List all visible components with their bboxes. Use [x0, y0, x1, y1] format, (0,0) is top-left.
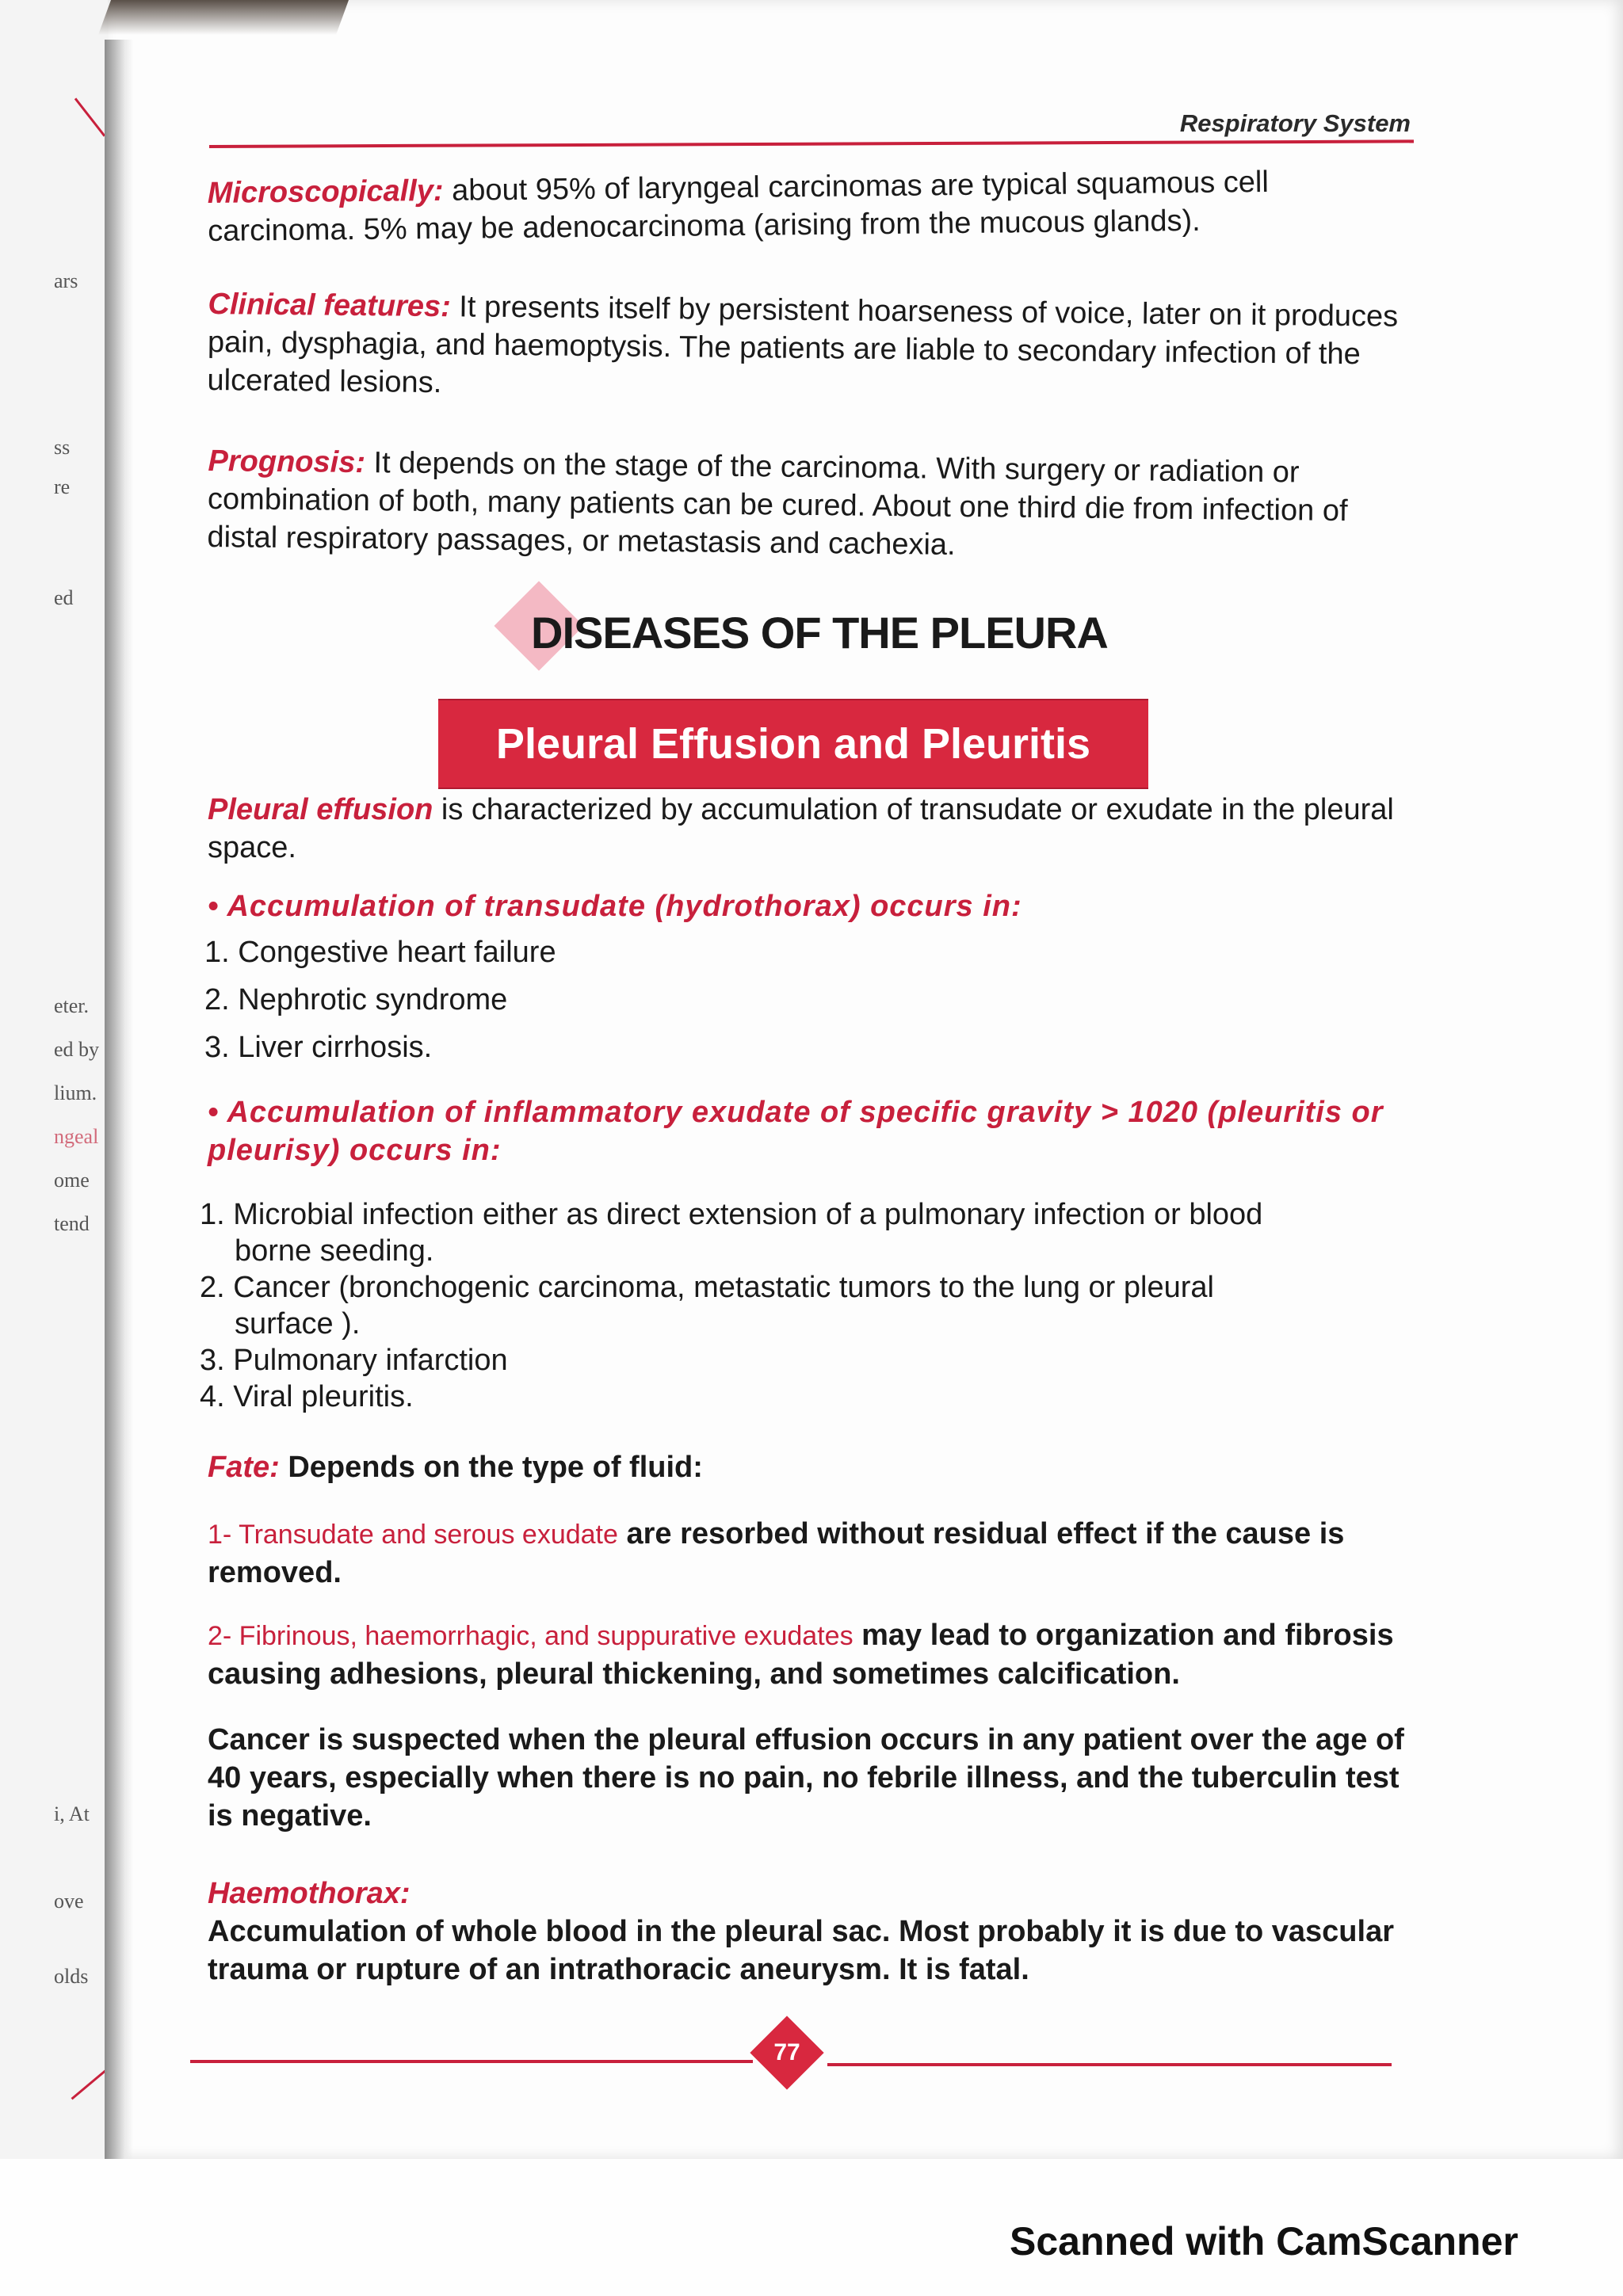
paragraph-text: may lead to organization and fibrosis causing adhesions, pleural thickening, and sometimes calcification. [208, 1619, 1394, 1691]
book-cover-edge [98, 0, 349, 35]
paragraph-text: Cancer is suspected when the pleural effusion occurs in any patient over the age of 40 years, especially when there is no pain, no febrile illness, and the tuberculin test is negative. [208, 1723, 1404, 1833]
list-item-continuation: surface ). [235, 1307, 361, 1341]
section-heading: DISEASES OF THE PLEURA [531, 608, 1108, 658]
subsection-banner: Pleural Effusion and Pleuritis [438, 699, 1148, 789]
fate-item-1 [208, 1515, 1404, 1592]
item-text: Pulmonary infarction [224, 1344, 508, 1377]
margin-fragment: ed [54, 586, 74, 609]
paragraph-prognosis [207, 442, 1414, 569]
fate-item-1-label: 1- Transudate and serous exudate [208, 1520, 618, 1550]
list-item: 1. Congestive heart failure [204, 936, 556, 969]
list-item [200, 1196, 1420, 1233]
list-item: 3. Liver cirrhosis. [204, 1031, 433, 1064]
margin-fragment: tend [54, 1212, 90, 1235]
scanner-watermark: Scanned with CamScanner [1010, 2219, 1518, 2264]
exudate-heading [208, 1093, 1404, 1169]
running-header: Respiratory System [1179, 109, 1411, 137]
term-clinical-features: Clinical features: [208, 288, 451, 324]
margin-fragment: ed by [54, 1038, 100, 1061]
list-item: 2. Nephrotic syndrome [204, 983, 508, 1016]
paragraph-clinical-features [207, 285, 1414, 412]
term-fate: Fate: [208, 1451, 280, 1484]
margin-fragment: eter. [54, 994, 90, 1017]
term-pleural-effusion: Pleural effusion [208, 793, 433, 826]
margin-fragment: ome [54, 1169, 90, 1192]
paragraph-text: It presents itself by persistent hoarseness of voice, later on it produces pain, dysphagia, and haemoptysis. The patients are liable to secondary infection of the ulcerated lesions. [207, 290, 1399, 400]
paragraph-cancer [208, 1721, 1404, 1835]
term-microscopically: Microscopically: [207, 174, 444, 210]
item-number: 1. [200, 1198, 225, 1231]
margin-fragment: olds [54, 1965, 89, 1988]
paragraph-fate [208, 1448, 1414, 1486]
list-item [200, 1379, 1420, 1415]
margin-fragment: re [54, 475, 71, 498]
margin-fragment: ove [54, 1890, 84, 1913]
margin-fragment: ngeal [54, 1125, 99, 1148]
item-number: 2. [200, 1271, 225, 1304]
bullet-heading: • Accumulation of transudate (hydrothorax) occurs in: [208, 890, 1022, 923]
item-text: Microbial infection either as direct extension of a pulmonary infection or blood [224, 1198, 1263, 1231]
fate-item-2-label: 2- Fibrinous, haemorrhagic, and suppurative exudates [208, 1621, 854, 1651]
footer-rule [827, 2063, 1392, 2066]
paragraph-text: are resorbed without residual effect if the cause is removed. [208, 1517, 1345, 1589]
paragraph-text: is characterized by accumulation of transudate or exudate in the pleural space. [208, 793, 1394, 864]
list-item [200, 1342, 1420, 1379]
margin-fragment: i, At [54, 1802, 90, 1825]
paragraph-text: Accumulation of whole blood in the pleural sac. Most probably it is due to vascular trauma or rupture of an intrathoracic aneurysm. It is fatal. [208, 1915, 1394, 1986]
footer-rule [190, 2060, 753, 2063]
margin-fragment: ss [54, 436, 71, 459]
paragraph-text: Depends on the type of fluid: [279, 1451, 703, 1484]
term-prognosis: Prognosis: [208, 444, 366, 480]
transudate-list [204, 929, 1425, 1071]
previous-page-edge [0, 0, 111, 2159]
transudate-heading [208, 887, 1414, 925]
term-haemothorax: Haemothorax: [208, 1877, 411, 1910]
fate-item-2 [208, 1616, 1404, 1693]
margin-tick [74, 97, 105, 136]
margin-tick [71, 2068, 109, 2100]
item-number: 4. [200, 1380, 225, 1413]
exudate-list [200, 1196, 1420, 1415]
paragraph-haemothorax [208, 1875, 1404, 1989]
margin-fragment: lium. [54, 1081, 97, 1104]
list-item-continuation: borne seeding. [235, 1234, 434, 1268]
gutter-shadow [105, 40, 133, 2159]
item-text: Cancer (bronchogenic carcinoma, metastatic tumors to the lung or pleural [224, 1271, 1214, 1304]
list-item [200, 1269, 1420, 1306]
paragraph-text: It depends on the stage of the carcinoma. With surgery or radiation or combination of both, many patients can be cured. About one third die from infection of distal respiratory passages, or metastasis and cachexia. [207, 446, 1348, 562]
margin-fragment: ars [54, 269, 78, 292]
item-text: Viral pleuritis. [224, 1380, 414, 1413]
paragraph-pleural-effusion [208, 791, 1414, 867]
paragraph-microscopically [208, 162, 1415, 250]
item-number: 3. [200, 1344, 225, 1377]
paragraph-text: about 95% of laryngeal carcinomas are typical squamous cell carcinoma. 5% may be adenocarcinoma (arising from the mucous glands). [208, 165, 1270, 248]
page-number: 77 [773, 2039, 800, 2065]
bullet-heading: • Accumulation of inflammatory exudate of specific gravity > 1020 (pleuritis or pleurisy) occurs in: [208, 1096, 1384, 1167]
